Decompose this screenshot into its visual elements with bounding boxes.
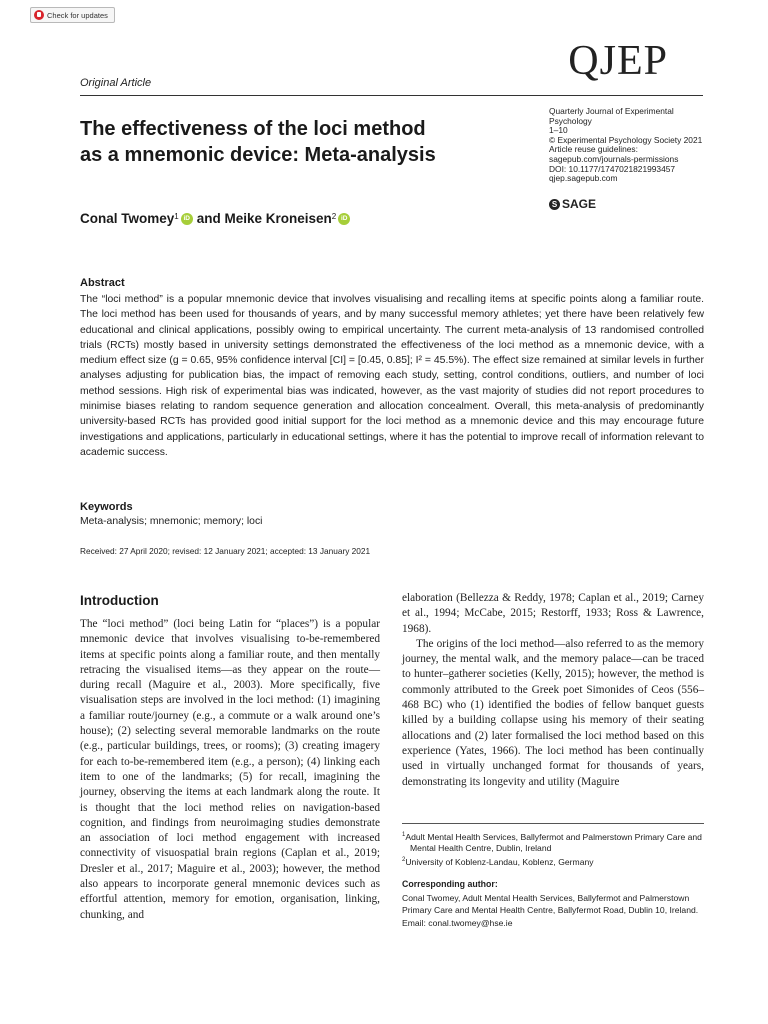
intro-paragraph-2: The origins of the loci method—also referred to as the memory journey, the mental walk, and the memory palace—can be traced to hunter–gatherer societies (Kelly, 2015); however, the method is commonly attributed to the Greek poet Simonides of Ceos (556–468 BC) who (1) identified the bodies of fellow banquet guests killed by a building collapse using his memory of their seating allocations and (2) later formalised the loci method based on this experience (Yates, 1966). The loci method has been continually used in virtually unchanged format for thousands of years, demonstrating its longevity and utility (Maguire [402, 637, 704, 788]
sage-logo [549, 197, 596, 211]
author-2-name: Meike Kroneisen [224, 211, 332, 226]
affiliation-2 [402, 855, 704, 868]
journal-logo: QJEP [568, 38, 668, 84]
affiliation-2-text: University of Koblenz-Landau, Koblenz, Germany [405, 856, 594, 867]
abstract-text: The “loci method” is a popular mnemonic device that involves visualising and recalling items at specific points along a familiar route. The loci method has been used for thousands of years, and by many successful memory athletes; yet there have been relatively few educational and clinical applications, possibly owing to empirical uncertainty. The current meta-analysis of 13 randomised controlled trials (RCTs) mostly based in university settings demonstrated the effectiveness of the loci method as a mnemonic device, with a medium effect size (g = 0.65, 95% confidence interval [CI] = [0.45, 0.85]; I² = 45.5%). The effect size remained at similar levels in further analyses adjusting for publication bias, the impact of removing each study, setting, control conditions, outliers, and number of loci method sessions. High risk of experimental bias was indicated, however, as the vast majority of studies did not report procedures to minimise biases relating to random sequence generation and allocation concealment. Overall, this meta-analysis of predominantly university-based RCTs has provided good initial support for the loci method as a mnemonic device and this may encourage future investigations and applications, particularly in educational settings, where it has the potential to improve recall of information relevant to academic success. [80, 294, 704, 458]
corresponding-author [402, 892, 704, 929]
intro-paragraph-1: The “loci method” (loci being Latin for “places”) is a popular mnemonic device that involves visualising to-be-remembered items at specific points along a familiar route, and then mentally retracing the visualised items—as they appear on the route—during recall (Maguire et al., 2003). More specifically, five visualisation steps are involved in the loci method: (1) imagining a familiar route/journey (e.g., a commute or a walk around one’s house); (2) selecting several memorable landmarks on the route (e.g., particular buildings, trees, or rooms); (3) creating imagery for each to-be-remembered item (e.g., a person); (4) linking each item to one of the landmarks; (5) for recall, imagining the journey, observing the items at each landmark along the route. It is thought that the loci method relies on navigation-based cognition, and findings from neuroimaging studies demonstrate an association of loci method engagement with increased connectivity of visuospatial brain regions (Caplan et al., 2019; Dresler et al., 2017; Maguire et al., 2003); however, the method also appears to incorporate general mnemonic devices such as effortful attention, memory for emotion, organisation, linking, chunking, and [80, 618, 380, 921]
page-range: 1–10 [549, 125, 568, 136]
corresponding-author-address: Conal Twomey, Adult Mental Health Services, Ballyfermot and Palmerstown Primary Care and Mental Health Centre, Ballyfermot Road, Dublin 10, Ireland. [402, 893, 699, 916]
doi-link[interactable]: DOI: 10.1177/1747021821993457 [549, 163, 676, 174]
article-dates: Received: 27 April 2020; revised: 12 January 2021; accepted: 13 January 2021 [80, 546, 371, 556]
sage-icon: S [549, 199, 560, 210]
email-link[interactable]: conal.twomey@hse.ie [428, 917, 513, 928]
check-for-updates-label: Check for updates [47, 10, 108, 20]
journal-name-line-2: Psychology [549, 115, 592, 126]
journal-info [549, 107, 709, 184]
orcid-icon[interactable]: iD [181, 213, 193, 225]
affiliation-2-marker: 2 [402, 857, 406, 864]
article-type: Original Article [80, 77, 152, 89]
footnote-divider [402, 823, 704, 824]
orcid-icon[interactable]: iD [338, 213, 350, 225]
intro-paragraph-1-cont: elaboration (Bellezza & Reddy, 1978; Caplan et al., 2019; Carney et al., 1994; McCabe, 2015; Restorff, 1933; Ross & Lawrence, 1968). [402, 592, 704, 635]
abstract-heading: Abstract [80, 277, 125, 289]
title-line-2: as a mnemonic device: Meta-analysis [80, 144, 436, 166]
corresponding-author-email-line [402, 917, 704, 929]
author-1-affiliation: 1 [174, 212, 179, 221]
keywords-heading: Keywords [80, 501, 133, 513]
body-column-left [80, 617, 380, 923]
copyright: © Experimental Psychology Society 2021 [549, 134, 703, 145]
journal-site-link[interactable]: qjep.sagepub.com [549, 173, 618, 184]
author-joiner: and [196, 211, 221, 226]
author-list [80, 211, 354, 226]
keywords-text: Meta-analysis; mnemonic; memory; loci [80, 516, 263, 527]
header-divider [80, 95, 703, 96]
sage-wordmark: SAGE [562, 197, 597, 211]
email-label: Email: [402, 917, 426, 928]
affiliations [402, 830, 704, 869]
affiliation-1-marker: 1 [402, 832, 406, 838]
article-title [80, 116, 510, 168]
reuse-guidelines-label: Article reuse guidelines: [549, 144, 638, 155]
author-2-affiliation: 2 [331, 212, 337, 221]
body-column-right [402, 591, 704, 790]
introduction-heading: Introduction [80, 593, 159, 608]
crossmark-icon [34, 10, 44, 20]
affiliation-1 [402, 830, 704, 855]
title-line-1: The effectiveness of the loci method [80, 118, 426, 140]
check-for-updates-button[interactable] [30, 7, 115, 23]
affiliation-1-text: Adult Mental Health Services, Ballyfermot and Palmerstown Primary Care and Mental Health Centre, Dublin, Ireland [405, 831, 702, 854]
journal-name-line-1: Quarterly Journal of Experimental [549, 106, 674, 116]
author-1-name: Conal Twomey [80, 211, 175, 226]
permissions-link[interactable]: sagepub.com/journals-permissions [549, 153, 679, 164]
corresponding-author-heading: Corresponding author: [402, 879, 498, 889]
